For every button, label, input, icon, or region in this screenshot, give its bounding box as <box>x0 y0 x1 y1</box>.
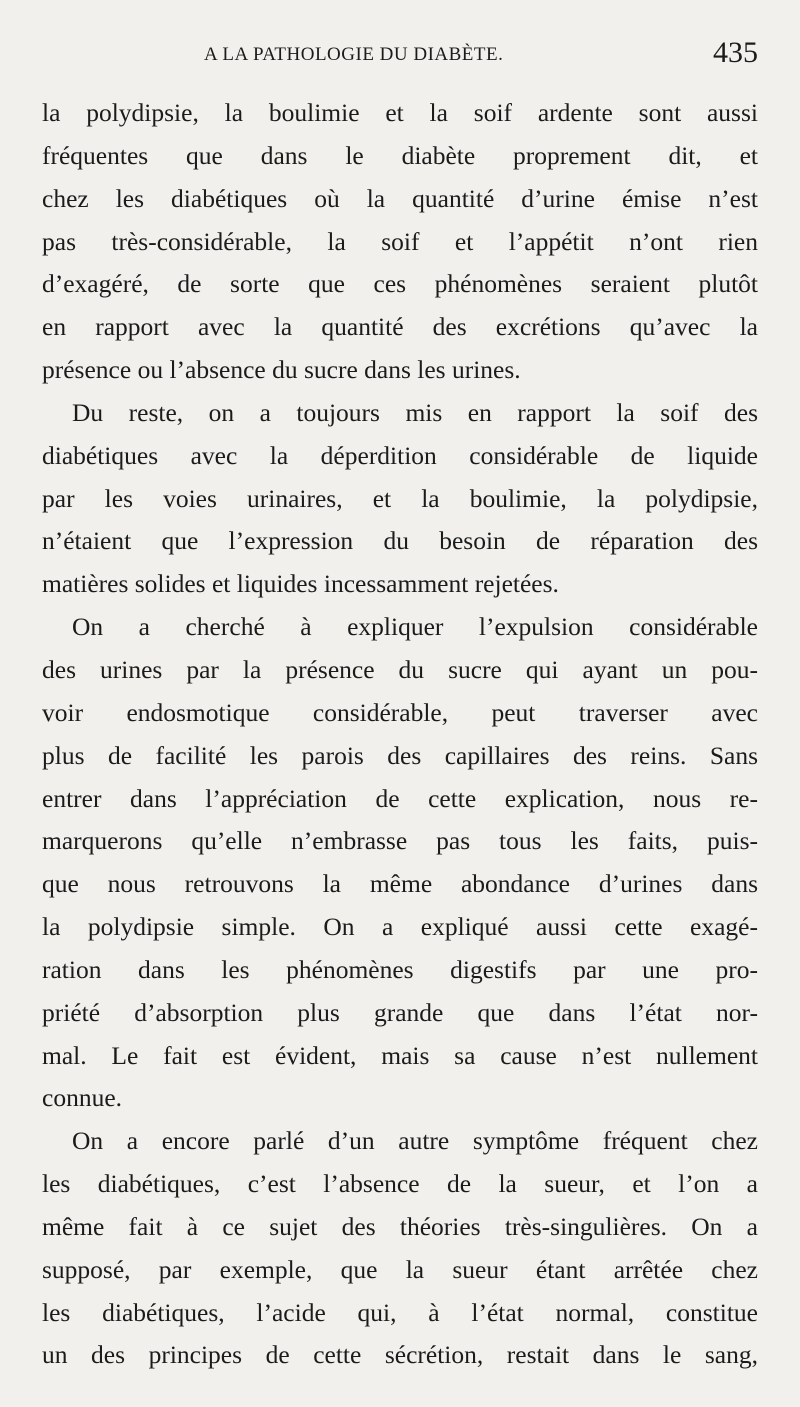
text-line: marquerons qu’elle n’embrasse pas tous les faits, puis- <box>42 826 758 856</box>
text-line: Du reste, on a toujours mis en rapport la soif des <box>72 397 758 427</box>
text-line: par les voies urinaires, et la boulimie, la polydipsie, <box>42 483 758 513</box>
text-line: des urines par la présence du sucre qui ayant un pou- <box>42 654 758 684</box>
text-line: entrer dans l’appréciation de cette explication, nous re- <box>42 783 758 813</box>
text-line: mal. Le fait est évident, mais sa cause n’est nullement <box>42 1040 758 1070</box>
text-line: les diabétiques, l’acide qui, à l’état normal, constitue <box>42 1297 758 1327</box>
text-line: voir endosmotique considérable, peut traverser avec <box>42 697 758 727</box>
text-line: supposé, par exemple, que la sueur étant arrêtée chez <box>42 1254 758 1284</box>
text-line: présence ou l’absence du sucre dans les urines. <box>42 355 521 385</box>
paragraph-4 <box>42 1120 758 1377</box>
text-line: chez les diabétiques où la quantité d’urine émise n’est <box>42 183 758 213</box>
text-line: On a cherché à expliquer l’expulsion considérable <box>72 612 758 642</box>
paragraph-1 <box>42 92 758 392</box>
text-line: en rapport avec la quantité des excrétions qu’avec la <box>42 312 758 342</box>
text-line: pas très-considérable, la soif et l’appétit n’ont rien <box>42 226 758 256</box>
page-number: 435 <box>713 36 758 69</box>
body-text <box>42 92 758 1377</box>
text-line: priété d’absorption plus grande que dans l’état nor- <box>42 997 758 1027</box>
text-line: que nous retrouvons la même abondance d’urines dans <box>42 869 758 899</box>
text-line: d’exagéré, de sorte que ces phénomènes seraient plutôt <box>42 269 758 299</box>
text-line: On a encore parlé d’un autre symptôme fréquent chez <box>72 1126 758 1156</box>
text-line: diabétiques avec la déperdition considérable de liquide <box>42 440 758 470</box>
text-line: matières solides et liquides incessamment rejetées. <box>42 569 559 599</box>
running-title: A LA PATHOLOGIE DU DIABÈTE. <box>204 44 504 65</box>
text-line: connue. <box>42 1083 123 1113</box>
text-line: les diabétiques, c’est l’absence de la sueur, et l’on a <box>42 1169 758 1199</box>
text-line: un des principes de cette sécrétion, restait dans le sang, <box>42 1340 758 1370</box>
text-line: la polydipsie, la boulimie et la soif ardente sont aussi <box>42 98 758 127</box>
text-line: plus de facilité les parois des capillaires des reins. Sans <box>42 740 758 770</box>
text-line: même fait à ce sujet des théories très-singulières. On a <box>42 1211 758 1241</box>
text-line: ration dans les phénomènes digestifs par une pro- <box>42 954 758 984</box>
text-line: n’étaient que l’expression du besoin de réparation des <box>42 526 758 556</box>
text-line: la polydipsie simple. On a expliqué aussi cette exagé- <box>42 912 758 942</box>
text-line: fréquentes que dans le diabète proprement dit, et <box>42 140 758 170</box>
paragraph-2 <box>42 392 758 606</box>
page-header <box>42 32 758 84</box>
paragraph-3 <box>42 606 758 1120</box>
